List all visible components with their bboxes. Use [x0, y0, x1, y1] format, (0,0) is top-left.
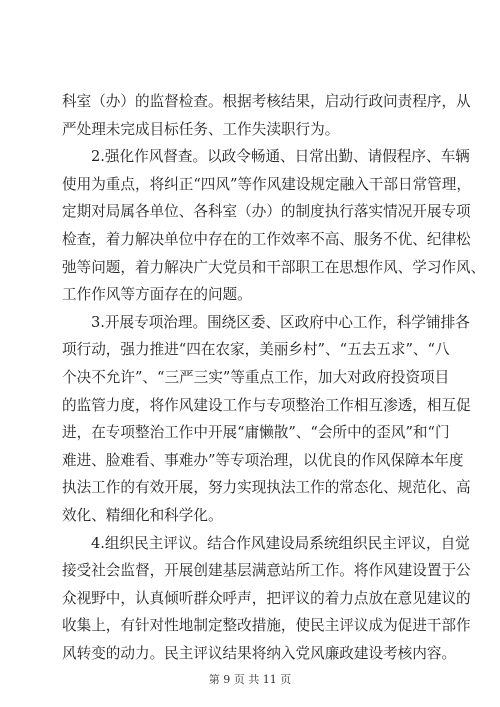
- paragraph-3-line-7: 执法工作的有效开展，努力实现执法工作的常态化、规范化、高: [62, 479, 471, 497]
- paragraph-2-line-2: 使用为重点，将纠正“四风”等作风建设规定融入干部日常管理，: [62, 175, 471, 193]
- paragraph-4-line-4: 收集上，有针对性地制定整改措施，使民主评议成为促进干部作: [62, 617, 471, 635]
- paragraph-3-line-6: 难进、脸难看、事难办”等专项治理，以优良的作风保障本年度: [62, 451, 464, 469]
- paragraph-2-line-6: 工作作风等方面存在的问题。: [62, 286, 252, 304]
- paragraph-4-line-3: 众视野中，认真倾听群众呼声，把评议的着力点放在意见建议的: [62, 589, 471, 607]
- paragraph-1-line-1: 科室（办）的监督检查。根据考核结果，启动行政问责程序，从: [62, 93, 471, 110]
- paragraph-3-line-4: 的监管力度，将作风建设工作与专项整治工作相互渗透，相互促: [62, 396, 471, 414]
- paragraph-3-line-2: 项行动，强力推进“四在农家，美丽乡村”、“五去五求”、“八: [62, 341, 450, 359]
- paragraph-4-line-5: 风转变的动力。民主评议结果将纳入党风廉政建设考核内容。: [62, 644, 457, 662]
- paragraph-2-line-4: 检查，着力解决单位中存在的工作效率不高、服务不优、纪律松: [62, 230, 471, 248]
- paragraph-3-line-3: 个决不允许”、“三严三实”等重点工作，加大对政府投资项目: [62, 368, 450, 386]
- paragraph-1-line-2: 严处理未完成目标任务、工作失渎职行为。: [62, 120, 340, 138]
- paragraph-2-line-3: 定期对局属各单位、各科室（办）的制度执行落实情况开展专项: [62, 203, 471, 221]
- paragraph-3-line-1: 3.开展专项治理。围绕区委、区政府中心工作，科学铺排各: [91, 313, 470, 331]
- paragraph-3-line-5: 进，在专项整治工作中开展“庸懒散”、“会所中的歪风”和“门: [62, 424, 450, 442]
- paragraph-4-line-1: 4.组织民主评议。结合作风建设局系统组织民主评议，自觉: [91, 534, 470, 552]
- paragraph-2-line-5: 弛等问题，着力解决广大党员和干部职工在思想作风、学习作风、: [62, 258, 486, 276]
- page-number-footer: 第 9 页 共 11 页: [208, 673, 292, 686]
- paragraph-4-line-2: 接受社会监督，开展创建基层满意站所工作。将作风建设置于公: [62, 562, 471, 580]
- paragraph-2-line-1: 2.强化作风督查。以政令畅通、日常出勤、请假程序、车辆: [91, 148, 470, 166]
- document-body: [62, 88, 486, 667]
- paragraph-3-line-8: 效化、精细化和科学化。: [62, 506, 223, 524]
